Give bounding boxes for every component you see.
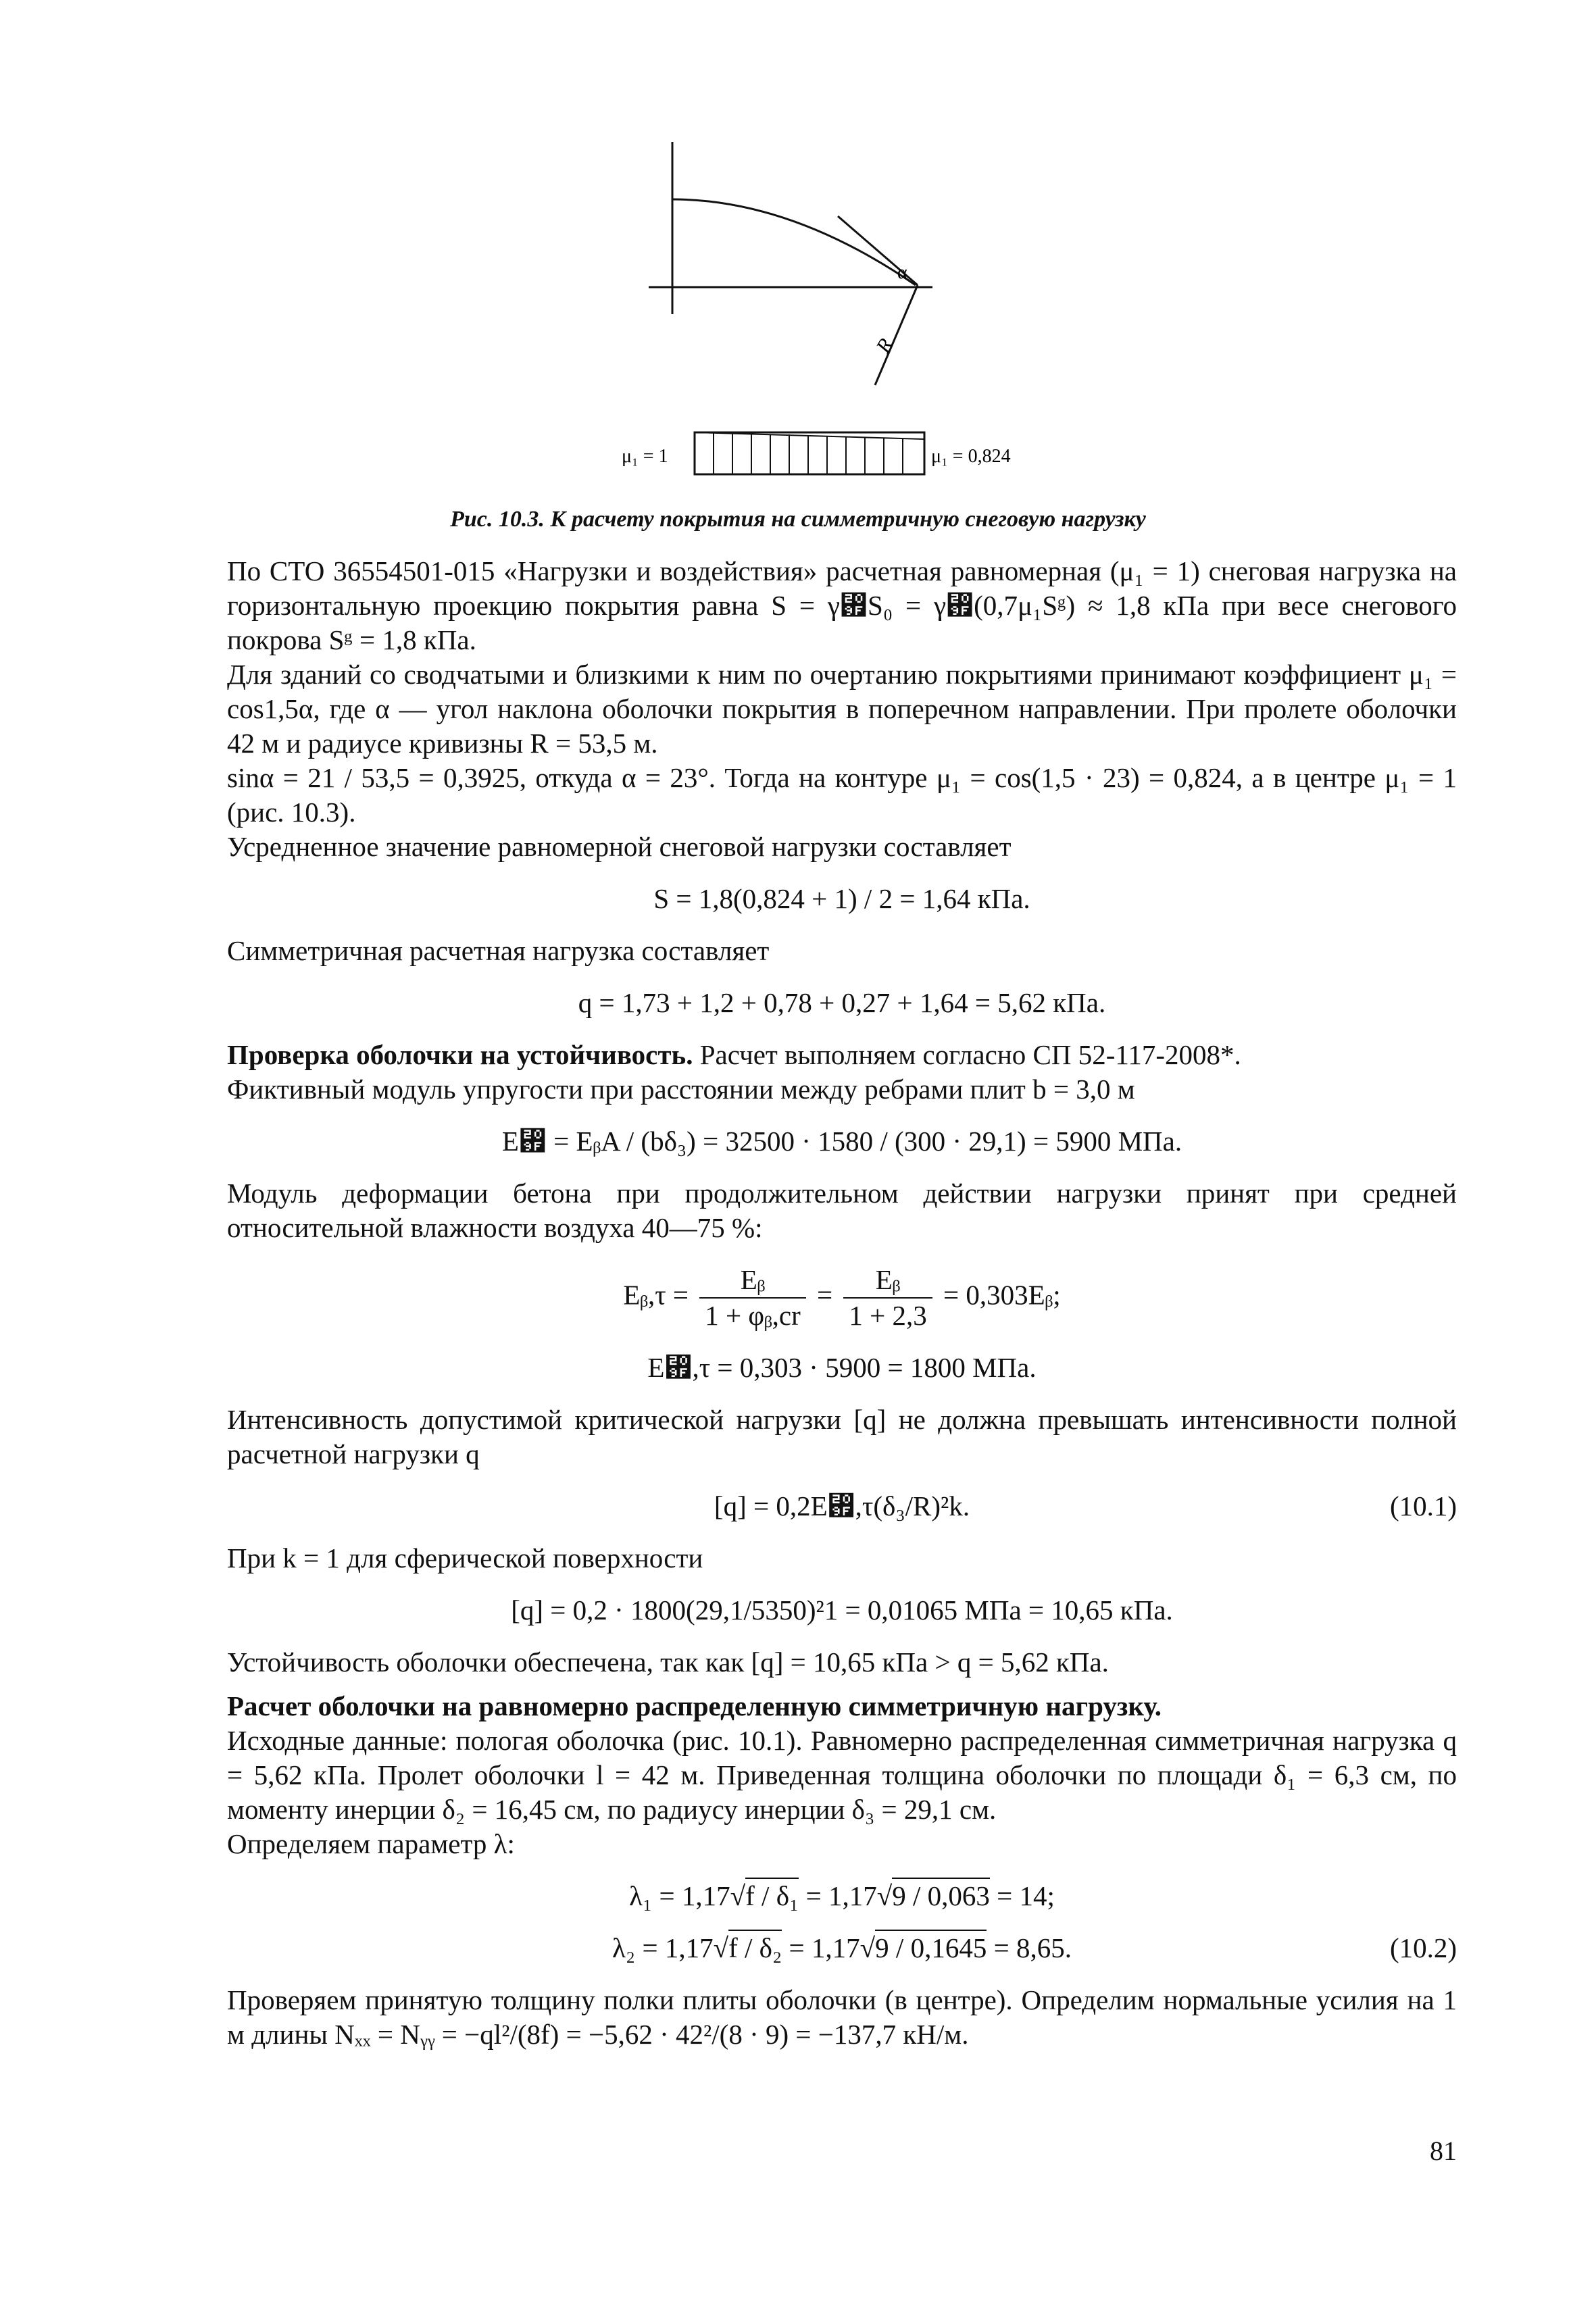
eq-part: = 8,65. — [987, 1932, 1072, 1963]
paragraph: sinα = 21 / 53,5 = 0,3925, откуда α = 23°. Тогда на контуре μ₁ = cos(1,5 · 23) = 0,824, а в центре μ₁ = 1 (рис. 10.3). — [227, 762, 1457, 828]
sqrt-radicand: 9 / 0,1645 — [875, 1930, 987, 1963]
equation-number: (10.2) — [1389, 1932, 1457, 1963]
sqrt-radicand: f / δ₂ — [728, 1930, 782, 1963]
denominator: 1 + 2,3 — [849, 1300, 927, 1331]
page-number: 81 — [1430, 2136, 1457, 2166]
eq-part: λ₁ = 1,17 — [629, 1880, 730, 1911]
shell-arc — [672, 199, 916, 285]
alpha-label: α — [897, 262, 907, 283]
paragraph: Усредненное значение равномерной снеговой нагрузки составляет — [227, 831, 1012, 862]
numbered-equation — [227, 1489, 1457, 1524]
sqrt-radicand: 9 / 0,063 — [892, 1878, 990, 1911]
body-text — [227, 554, 1457, 2052]
figure-caption: Рис. 10.3. К расчету покрытия на симметричную снеговую нагрузку — [450, 507, 1146, 532]
mu-right-label: μ₁ = 0,824 — [931, 446, 1011, 467]
paragraph: При k = 1 для сферической поверхности — [227, 1542, 703, 1574]
sqrt-sign: √ — [876, 1880, 893, 1911]
paragraph: Модуль деформации бетона при продолжительном действии нагрузки принят при средней относительной влажности воздуха 40—75 %: — [227, 1178, 1457, 1243]
paragraph: Симметричная расчетная нагрузка составляет — [227, 935, 770, 966]
eq-part: = 14; — [989, 1880, 1055, 1911]
fraction — [843, 1263, 932, 1333]
radius-label: R — [872, 334, 898, 357]
snow-load-diagram — [695, 432, 924, 474]
shell-diagram — [622, 135, 1054, 513]
heading-bold: Проверка оболочки на устойчивость. — [227, 1039, 693, 1070]
paragraph: Определяем параметр λ: — [227, 1828, 515, 1859]
eq-part: = 1,17 — [782, 1932, 860, 1963]
equation: [q] = 0,2 · 1800(29,1/5350)²1 = 0,01065 МПа = 10,65 кПа. — [511, 1594, 1173, 1626]
paragraph: Для зданий со сводчатыми и близкими к ним по очертанию покрытиями принимают коэффициент μ₁ = cos1,5α, где α — угол наклона оболочки покрытия в поперечном направлении. При пролете оболочки 42 м и радиусе кривизны R = 53,5 м. — [227, 659, 1457, 759]
numerator: Eᵦ — [699, 1263, 805, 1299]
equation-sqrt — [227, 1879, 1457, 1913]
equation: S = 1,8(0,824 + 1) / 2 = 1,64 кПа. — [653, 883, 1030, 914]
paragraph: Интенсивность допустимой критической нагрузки [q] не должна превышать интенсивности полной расчетной нагрузки q — [227, 1404, 1457, 1469]
equation-body: [q] = 0,2E₟,τ(δ₃/R)²k. — [714, 1490, 970, 1521]
section-heading — [227, 1038, 1457, 1072]
paragraph: Проверяем принятую толщину полки плиты оболочки (в центре). Определим нормальные усилия на 1 м длины Nₓₓ = Nᵧᵧ = −ql²/(8f) = −5,62 · 42²/(8 · 9) = −137,7 кН/м. — [227, 1984, 1457, 2050]
heading-rest: Расчет выполняем согласно СП 52-117-2008*. — [693, 1039, 1241, 1070]
sqrt-sign: √ — [730, 1880, 746, 1911]
numerator: Eᵦ — [843, 1263, 932, 1299]
paragraph: Исходные данные: пологая оболочка (рис. 10.1). Равномерно распределенная симметричная нагрузка q = 5,62 кПа. Пролет оболочки l = 42 м. Приведенная толщина оболочки по площади δ₁ = 6,3 см, по моменту инерции δ₂ = 16,45 см, по радиусу инерции δ₃ = 29,1 см. — [227, 1725, 1457, 1825]
radius-line — [875, 285, 918, 385]
paragraph: Устойчивость оболочки обеспечена, так как [q] = 10,65 кПа > q = 5,62 кПа. — [227, 1646, 1109, 1678]
sqrt-sign: √ — [859, 1932, 876, 1963]
eq-part: λ₂ = 1,17 — [612, 1932, 714, 1963]
paragraph: По СТО 36554501-015 «Нагрузки и воздействия» расчетная равномерная (μ₁ = 1) снеговая нагрузка на горизонтальную проекцию покрытия равна S = γ₟S₀ = γ₟(0,7μ₁Sᵍ) ≈ 1,8 кПа при весе снегового покрова Sᵍ = 1,8 кПа. — [227, 555, 1457, 655]
mu-left-label: μ₁ = 1 — [622, 446, 668, 467]
fraction — [699, 1263, 805, 1333]
eq-lhs: Eᵦ,τ = — [623, 1279, 689, 1311]
equation-number: (10.1) — [1389, 1490, 1457, 1521]
section-heading: Расчет оболочки на равномерно распределенную симметричную нагрузку. — [227, 1690, 1162, 1721]
paragraph: Фиктивный модуль упругости при расстоянии между ребрами плит b = 3,0 м — [227, 1074, 1135, 1105]
eq-rhs: = 0,303Eᵦ; — [943, 1279, 1061, 1311]
equation: E₟,τ = 0,303 · 5900 = 1800 МПа. — [647, 1352, 1037, 1383]
equation-sqrt — [227, 1931, 1457, 1965]
sqrt-sign: √ — [713, 1932, 729, 1963]
sqrt-radicand: f / δ₁ — [745, 1878, 799, 1911]
equation-fraction — [227, 1263, 1457, 1333]
eq-sign: = — [817, 1279, 833, 1311]
eq-part: = 1,17 — [799, 1880, 877, 1911]
denominator: 1 + φᵦ,cr — [705, 1300, 801, 1331]
equation: q = 1,73 + 1,2 + 0,78 + 0,27 + 1,64 = 5,62 кПа. — [578, 987, 1106, 1018]
equation: E₟ = EᵦA / (bδ₃) = 32500 · 1580 / (300 · 29,1) = 5900 МПа. — [501, 1126, 1182, 1157]
